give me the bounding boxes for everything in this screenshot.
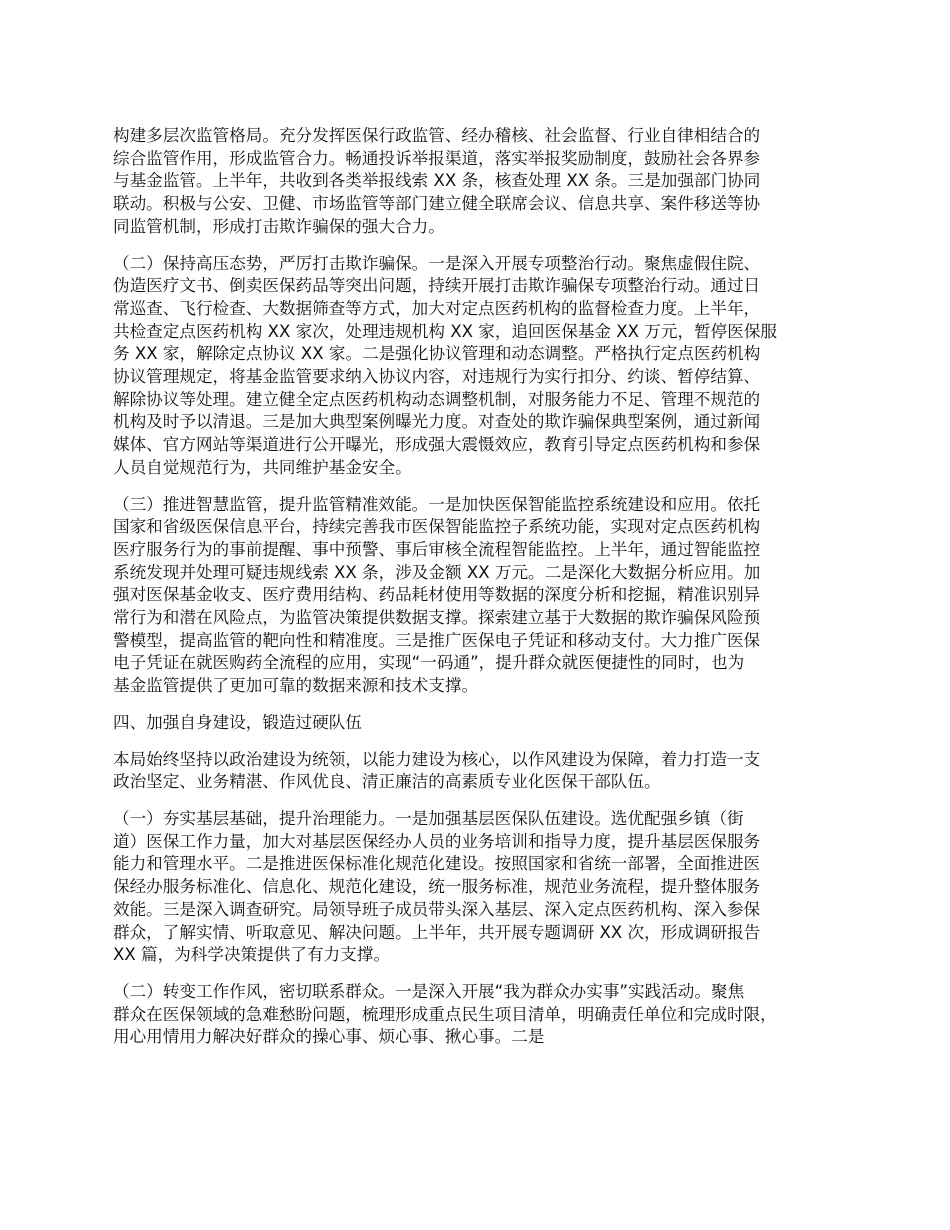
text-line: 政治坚定、业务精湛、作风优良、清正廉洁的高素质专业化医保干部队伍。 <box>113 772 661 792</box>
paragraph <box>113 494 863 698</box>
text-line: 群众在医保领域的急难愁盼问题，梳理形成重点民生项目清单，明确责任单位和完成时限， <box>113 1004 777 1024</box>
text-line: 解除协议等处理。建立健全定点医药机构动态调整机制，对服务能力不足、管理不规范的 <box>113 389 761 409</box>
text-line: 常行为和潜在风险点，为监管决策提供数据支撑。探索建立基于大数据的欺诈骗保风险预 <box>113 608 761 628</box>
text-line: 电子凭证在就医购药全流程的应用，实现“一码通”，提升群众就医便捷性的同时，也为 <box>113 653 745 673</box>
text-line: 与基金监管。上半年，共收到各类举报线索 XX 条，核查处理 XX 条。三是加强部门协同 <box>113 171 761 191</box>
text-line: 道）医保工作力量，加大对基层医保经办人员的业务培训和指导力度，提升基层医保服务 <box>113 831 761 851</box>
text-line: 机构及时予以清退。三是加大典型案例曝光力度。对查处的欺诈骗保典型案例，通过新闻 <box>113 412 761 432</box>
text-line: 综合监管作用，形成监管合力。畅通投诉举报渠道，落实举报奖励制度，鼓励社会各界参 <box>113 148 761 168</box>
text-line: 本局始终坚持以政治建设为统领，以能力建设为核心，以作风建设为保障，着力打造一支 <box>113 749 761 769</box>
text-line: 常巡查、飞行检查、大数据筛查等方式，加大对定点医药机构的监督检查力度。上半年， <box>113 298 761 318</box>
document-body <box>113 125 863 1063</box>
text-line: 群众，了解实情、听取意见、解决问题。上半年，共开展专题调研 XX 次，形成调研报告 <box>113 922 761 942</box>
text-line: 四、加强自身建设，锻造过硬队伍 <box>113 712 362 732</box>
text-line: 系统发现并处理可疑违规线索 XX 条，涉及金额 XX 万元。二是深化大数据分析应用。加 <box>113 562 761 582</box>
text-line: （二）转变工作作风，密切联系群众。一是深入开展“我为群众办实事”实践活动。聚焦 <box>113 981 745 1001</box>
paragraph <box>113 253 863 480</box>
text-line: 同监管机制，形成打击欺诈骗保的强大合力。 <box>113 216 445 236</box>
text-line: 效能。三是深入调查研究。局领导班子成员带头深入基层、深入定点医药机构、深入参保 <box>113 899 761 919</box>
text-line: XX 篇，为科学决策提供了有力支撑。 <box>113 945 390 965</box>
text-line: 人员自觉规范行为，共同维护基金安全。 <box>113 457 412 477</box>
paragraph <box>113 749 863 794</box>
text-line: 协议管理规定，将基金监管要求纳入协议内容，对违规行为实行扣分、约谈、暂停结算、 <box>113 367 761 387</box>
text-line: 务 XX 家，解除定点协议 XX 家。二是强化协议管理和动态调整。严格执行定点医药机构 <box>113 344 761 364</box>
text-line: 伪造医疗文书、倒卖医保药品等突出问题，持续开展打击欺诈骗保专项整治行动。通过日 <box>113 276 761 296</box>
section-heading <box>113 712 863 735</box>
paragraph <box>113 808 863 967</box>
text-line: 基金监管提供了更加可靠的数据来源和技术支撑。 <box>113 676 479 696</box>
text-line: 医疗服务行为的事前提醒、事中预警、事后审核全流程智能监控。上半年，通过智能监控 <box>113 539 761 559</box>
text-line: 能力和管理水平。二是推进医保标准化规范化建设。按照国家和省统一部署，全面推进医 <box>113 854 761 874</box>
paragraph <box>113 981 863 1049</box>
text-line: 构建多层次监管格局。充分发挥医保行政监管、经办稽核、社会监督、行业自律相结合的 <box>113 126 761 145</box>
text-line: （三）推进智慧监管，提升监管精准效能。一是加快医保智能监控系统建设和应用。依托 <box>113 494 761 514</box>
paragraph <box>113 125 863 239</box>
text-line: 联动。积极与公安、卫健、市场监管等部门建立健全联席会议、信息共享、案件移送等协 <box>113 194 761 214</box>
text-line: 强对医保基金收支、医疗费用结构、药品耗材使用等数据的深度分析和挖掘，精准识别异 <box>113 585 761 605</box>
text-line: 媒体、官方网站等渠道进行公开曝光，形成强大震慑效应，教育引导定点医药机构和参保 <box>113 435 761 455</box>
text-line: （一）夯实基层基础，提升治理能力。一是加强基层医保队伍建设。选优配强乡镇（街 <box>113 808 744 828</box>
text-line: 警模型，提高监管的靶向性和精准度。三是推广医保电子凭证和移动支付。大力推广医保 <box>113 630 761 650</box>
text-line: 共检查定点医药机构 XX 家次，处理违规机构 XX 家，追回医保基金 XX 万元，暂停医保服 <box>113 321 778 341</box>
text-line: 用心用情用力解决好群众的操心事、烦心事、揪心事。二是 <box>113 1027 545 1047</box>
text-line: 国家和省级医保信息平台，持续完善我市医保智能监控子系统功能，实现对定点医药机构 <box>113 517 761 537</box>
text-line: （二）保持高压态势，严厉打击欺诈骗保。一是深入开展专项整治行动。聚焦虚假住院、 <box>113 253 761 273</box>
text-line: 保经办服务标准化、信息化、规范化建设，统一服务标准，规范业务流程，提升整体服务 <box>113 877 761 897</box>
